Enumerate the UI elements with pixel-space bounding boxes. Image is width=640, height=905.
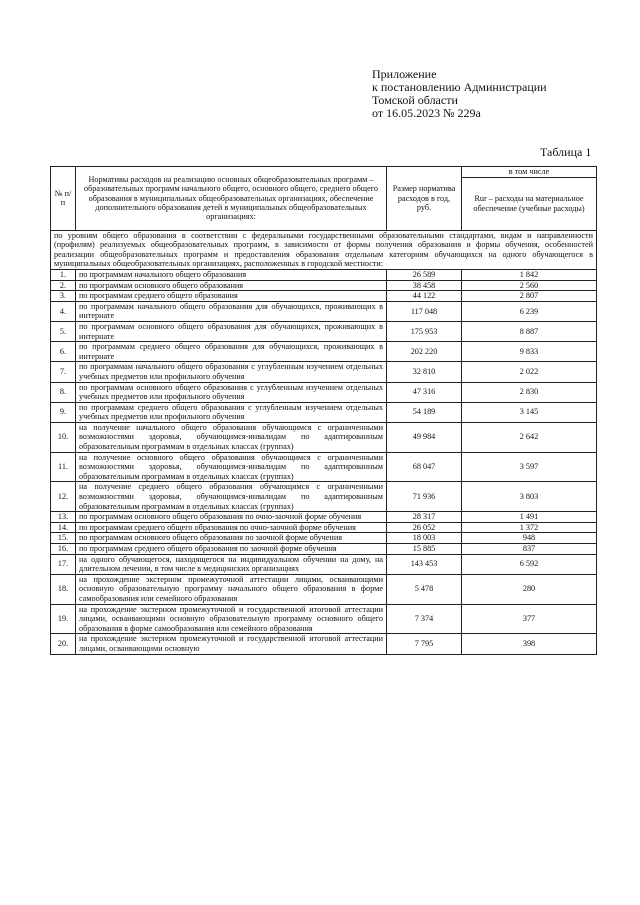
row-description: по программам основного общего образования для обучающихся, проживающих в интернате [76,321,387,341]
column-header-number: № п/п [51,167,76,231]
column-header-including: в том числе [462,167,597,178]
table-row [51,280,597,291]
row-description: по программам начального общего образования с углубленным изучением отдельных учебных предметов или профильного обучения [76,362,387,382]
row-description: по программам основного общего образования по очно-заочной форме обучения [76,512,387,523]
table-row [51,362,597,382]
row-number: 19. [51,604,76,634]
row-number: 11. [51,452,76,482]
table-row [51,452,597,482]
row-amount: 143 453 [387,554,462,574]
row-rur: 2 807 [462,291,597,302]
row-rur: 1 491 [462,512,597,523]
column-header-description: Нормативы расходов на реализацию основных общеобразовательных программ – образовательных программ начального общего, основного общего, среднего общего образования в муниципальных общеобразовательных организациях, обеспечение дополнительного образования детей в муниципальных общеобразовательных организациях: [76,167,387,231]
row-amount: 28 317 [387,512,462,523]
row-rur: 3 803 [462,482,597,512]
row-rur: 948 [462,533,597,544]
row-description: на получение основного общего образования обучающимся с ограниченными возможностями здоровья, обучающимся-инвалидам по адаптированным образовательным программам в отдельных классах (группах) [76,452,387,482]
table-row [51,574,597,604]
table-row [51,512,597,523]
section-row [51,230,597,269]
row-description: по программам среднего общего образования с углубленным изучением отдельных учебных предметов или профильного обучения [76,402,387,422]
row-rur: 837 [462,544,597,555]
row-description: по программам среднего общего образования для обучающихся, проживающих в интернате [76,342,387,362]
row-number: 8. [51,382,76,402]
row-number: 16. [51,544,76,555]
row-amount: 175 953 [387,321,462,341]
row-amount: 68 047 [387,452,462,482]
row-description: по программам основного общего образования с углубленным изучением отдельных учебных предметов или профильного обучения [76,382,387,402]
table-row [51,402,597,422]
row-amount: 5 478 [387,574,462,604]
table-row [51,321,597,341]
row-amount: 15 885 [387,544,462,555]
table-row [51,634,597,654]
row-amount: 7 795 [387,634,462,654]
row-number: 4. [51,301,76,321]
row-description: по программам среднего общего образования по очно-заочной форме обучения [76,522,387,533]
row-amount: 32 810 [387,362,462,382]
row-amount: 202 220 [387,342,462,362]
row-rur: 377 [462,604,597,634]
section-text: по уровням общего образования в соответствии с федеральными государственными образовательными стандартами, видам и направленности (профилям) реализуемых общеобразовательных программ, в зависимости от формы получения образования и формы обучения, особенностей реализации общеобразовательных программ и предоставления образования отдельным категориям обучающихся на одного обучающегося в муниципальных общеобразовательных организациях, расположенных в городской местности: [51,230,597,269]
row-rur: 1 372 [462,522,597,533]
row-rur: 6 592 [462,554,597,574]
row-description: по программам среднего общего образования [76,291,387,302]
row-amount: 47 316 [387,382,462,402]
row-number: 14. [51,522,76,533]
row-description: на получение начального общего образования обучающимся с ограниченными возможностями здоровья, обучающимся-инвалидам по адаптированным образовательным программам в отдельных классах (группах) [76,422,387,452]
row-description: на получение среднего общего образования обучающимся с ограниченными возможностями здоровья, обучающимся-инвалидам по адаптированным образовательным программам в отдельных классах (группах) [76,482,387,512]
column-header-amount: Размер норматива расходов в год, руб. [387,167,462,231]
row-number: 15. [51,533,76,544]
row-rur: 3 597 [462,452,597,482]
row-number: 18. [51,574,76,604]
table-row [51,291,597,302]
row-description: по программам начального общего образования для обучающихся, проживающих в интернате [76,301,387,321]
table-row [51,482,597,512]
row-rur: 398 [462,634,597,654]
table-row [51,522,597,533]
header-line-region: Томской области [372,93,458,107]
table-row [51,382,597,402]
row-rur: 6 239 [462,301,597,321]
row-number: 12. [51,482,76,512]
table-row [51,554,597,574]
column-header-rur: Rur – расходы на материальное обеспечение (учебные расходы) [462,177,597,230]
norms-table [50,166,597,655]
row-description: на одного обучающегося, находящегося на индивидуальном обучении на дому, на длительном лечении, в том числе в медицинских организациях [76,554,387,574]
table-header-row [51,167,597,178]
row-rur: 280 [462,574,597,604]
row-amount: 38 458 [387,280,462,291]
table-row [51,269,597,280]
row-rur: 3 145 [462,402,597,422]
row-rur: 8 887 [462,321,597,341]
table-row [51,342,597,362]
table-row [51,604,597,634]
row-description: на прохождение экстерном промежуточной аттестации лицами, осваивающими основную образовательную программу начального общего образования в форме самообразования или семейного образования [76,574,387,604]
header-line-appendix: Приложение [372,67,437,81]
row-amount: 71 936 [387,482,462,512]
row-rur: 2 022 [462,362,597,382]
table-row [51,533,597,544]
row-rur: 2 830 [462,382,597,402]
row-description: по программам основного общего образования [76,280,387,291]
row-number: 5. [51,321,76,341]
table-label: Таблица 1 [540,145,592,159]
row-number: 13. [51,512,76,523]
row-number: 9. [51,402,76,422]
row-amount: 26 052 [387,522,462,533]
header-line-resolution: к постановлению Администрации [372,80,547,94]
row-number: 3. [51,291,76,302]
row-rur: 1 842 [462,269,597,280]
row-description: по программам начального общего образования [76,269,387,280]
row-description: по программам основного общего образования по заочной форме обучения [76,533,387,544]
row-description: на прохождение экстерном промежуточной и государственной итоговой аттестации лицами, осваивающими основную [76,634,387,654]
row-amount: 117 048 [387,301,462,321]
row-amount: 49 984 [387,422,462,452]
document-header [372,68,547,120]
row-amount: 54 189 [387,402,462,422]
row-amount: 44 122 [387,291,462,302]
header-line-date: от 16.05.2023 № 229а [372,106,481,120]
row-number: 20. [51,634,76,654]
table-row [51,544,597,555]
table-row [51,301,597,321]
row-number: 6. [51,342,76,362]
row-number: 1. [51,269,76,280]
row-number: 17. [51,554,76,574]
row-description: на прохождение экстерном промежуточной и государственной итоговой аттестации лицами, осваивающими основную образовательную программу основного общего образования в форме самообразования или семейного образования [76,604,387,634]
table-row [51,422,597,452]
row-number: 10. [51,422,76,452]
row-amount: 26 589 [387,269,462,280]
row-number: 2. [51,280,76,291]
row-amount: 7 374 [387,604,462,634]
row-rur: 2 642 [462,422,597,452]
row-description: по программам среднего общего образования по заочной форме обучения [76,544,387,555]
row-amount: 18 003 [387,533,462,544]
row-rur: 9 833 [462,342,597,362]
row-number: 7. [51,362,76,382]
row-rur: 2 560 [462,280,597,291]
